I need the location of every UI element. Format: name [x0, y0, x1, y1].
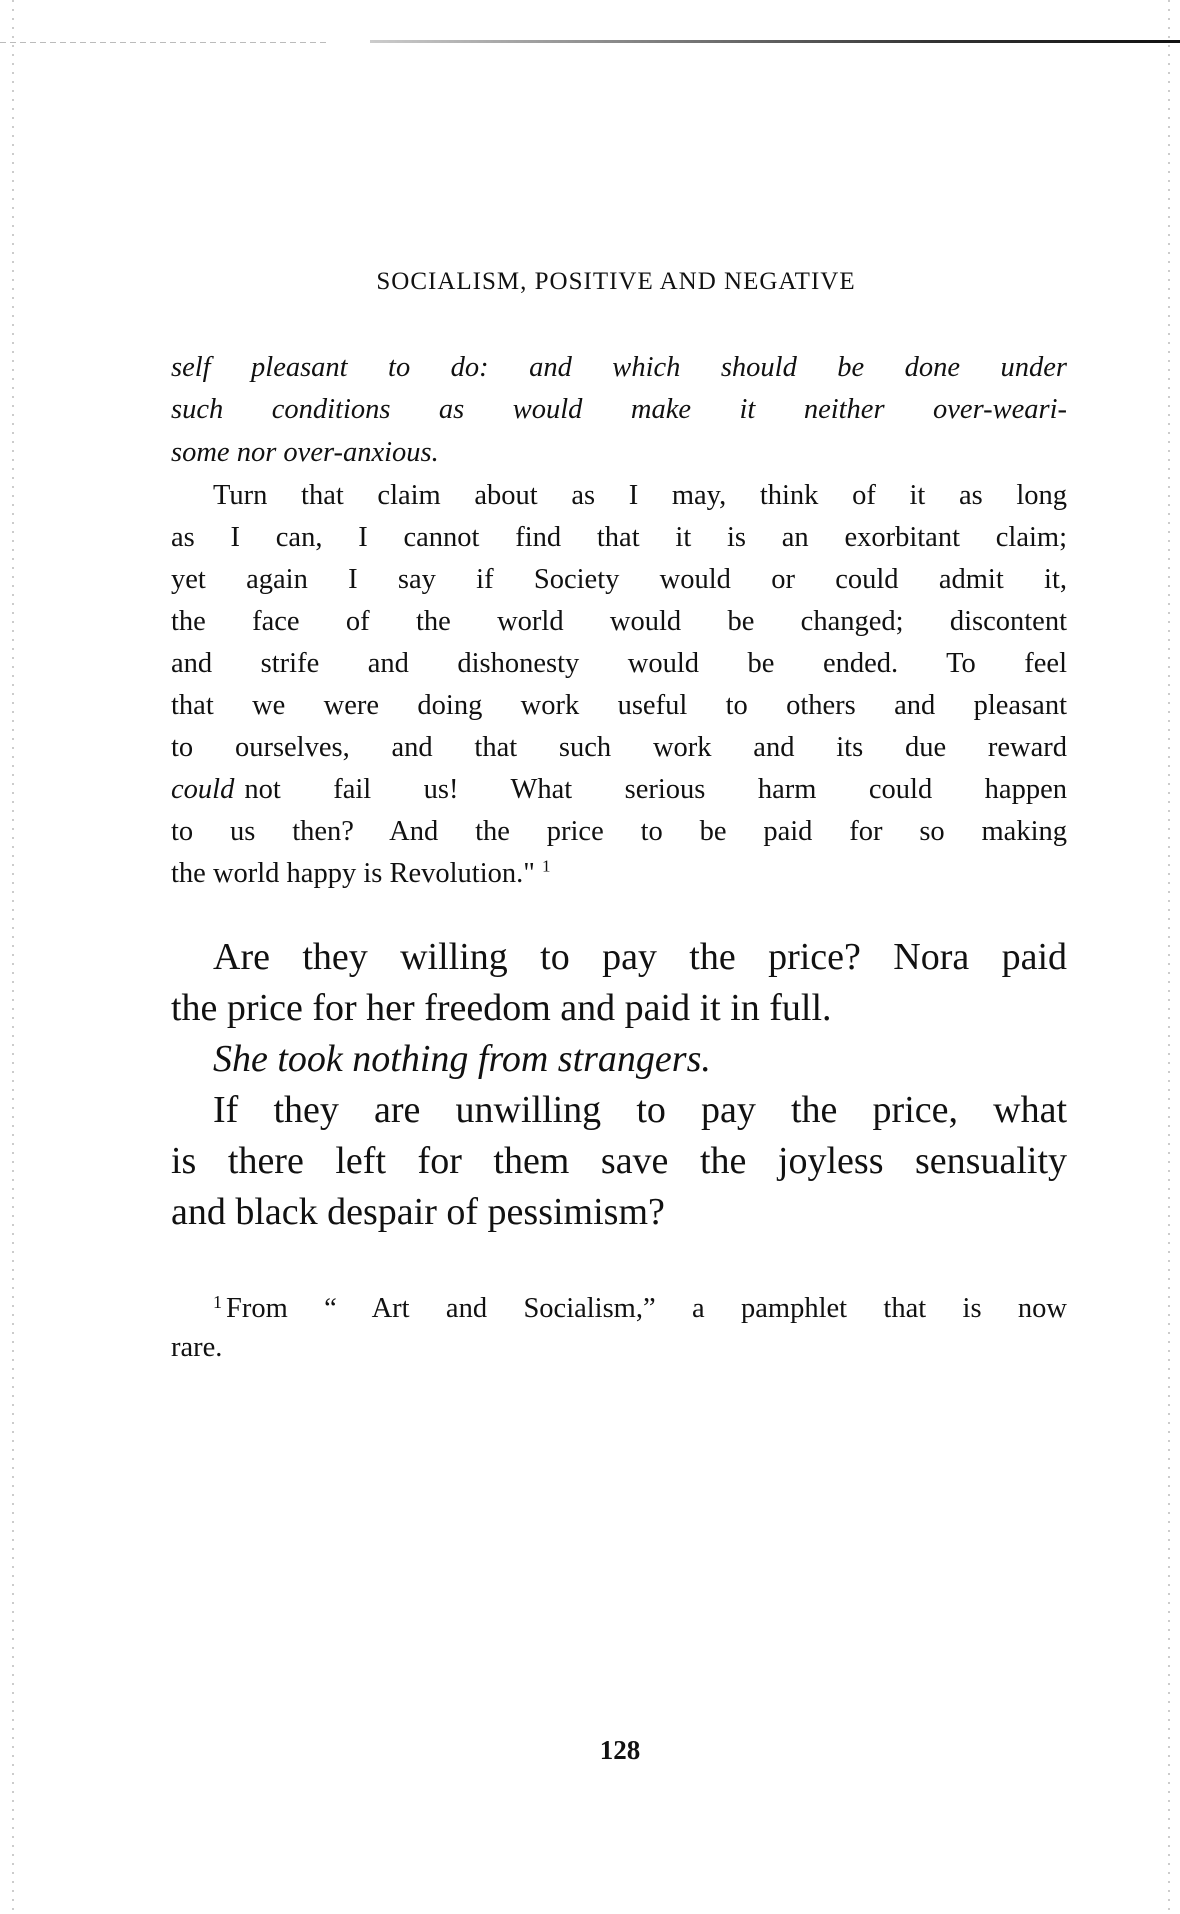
footnote-line: rare.	[171, 1332, 223, 1363]
quote-line: and strife and dishonesty would be ended. To feel	[171, 648, 1067, 679]
quote-line: to us then? And the price to be paid for so making	[171, 816, 1067, 847]
quote-italic-line: self pleasant to do: and which should be done under	[171, 352, 1067, 383]
quote-line: that we were doing work useful to others and pleasant	[171, 690, 1067, 721]
quote-line: yet again I say if Society would or could admit it,	[171, 564, 1067, 595]
quote-line: the face of the world would be changed; discontent	[171, 606, 1067, 637]
body-line: If they are unwilling to pay the price, what	[213, 1089, 1067, 1131]
quote-line: Turn that claim about as I may, think of it as long	[213, 480, 1067, 511]
quote-line-text: the world happy is Revolution."	[171, 858, 535, 889]
quote-line: as I can, I cannot find that it is an exorbitant claim;	[171, 522, 1067, 553]
quote-italic-word: could	[171, 774, 235, 805]
quote-line: to ourselves, and that such work and its due reward	[171, 732, 1067, 763]
quote-line-text: not fail us! What serious harm could happen	[244, 774, 1067, 805]
quote-italic-line: some nor over-anxious.	[171, 437, 439, 468]
quote-line	[171, 774, 1067, 806]
body-line: and black despair of pessimism?	[171, 1191, 665, 1233]
quote-line	[171, 858, 1067, 890]
body-line: Are they willing to pay the price? Nora paid	[213, 936, 1067, 978]
footnote-marker: 1	[542, 856, 551, 876]
scan-edge-line	[370, 40, 1180, 43]
footnote-line	[213, 1293, 1067, 1325]
body-line: the price for her freedom and paid it in full.	[171, 987, 832, 1029]
body-italic-line: She took nothing from strangers.	[213, 1038, 711, 1080]
quote-italic-line: such conditions as would make it neither over-weari-	[171, 394, 1067, 425]
body-line: is there left for them save the joyless sensuality	[171, 1140, 1067, 1182]
scan-edge-line	[0, 42, 330, 43]
page-number: 128	[599, 1735, 641, 1765]
running-head: SOCIALISM, POSITIVE AND NEGATIVE	[376, 268, 856, 295]
footnote-text: From “ Art and Socialism,” a pamphlet that is now	[226, 1293, 1067, 1324]
footnote-number: 1	[213, 1292, 222, 1312]
